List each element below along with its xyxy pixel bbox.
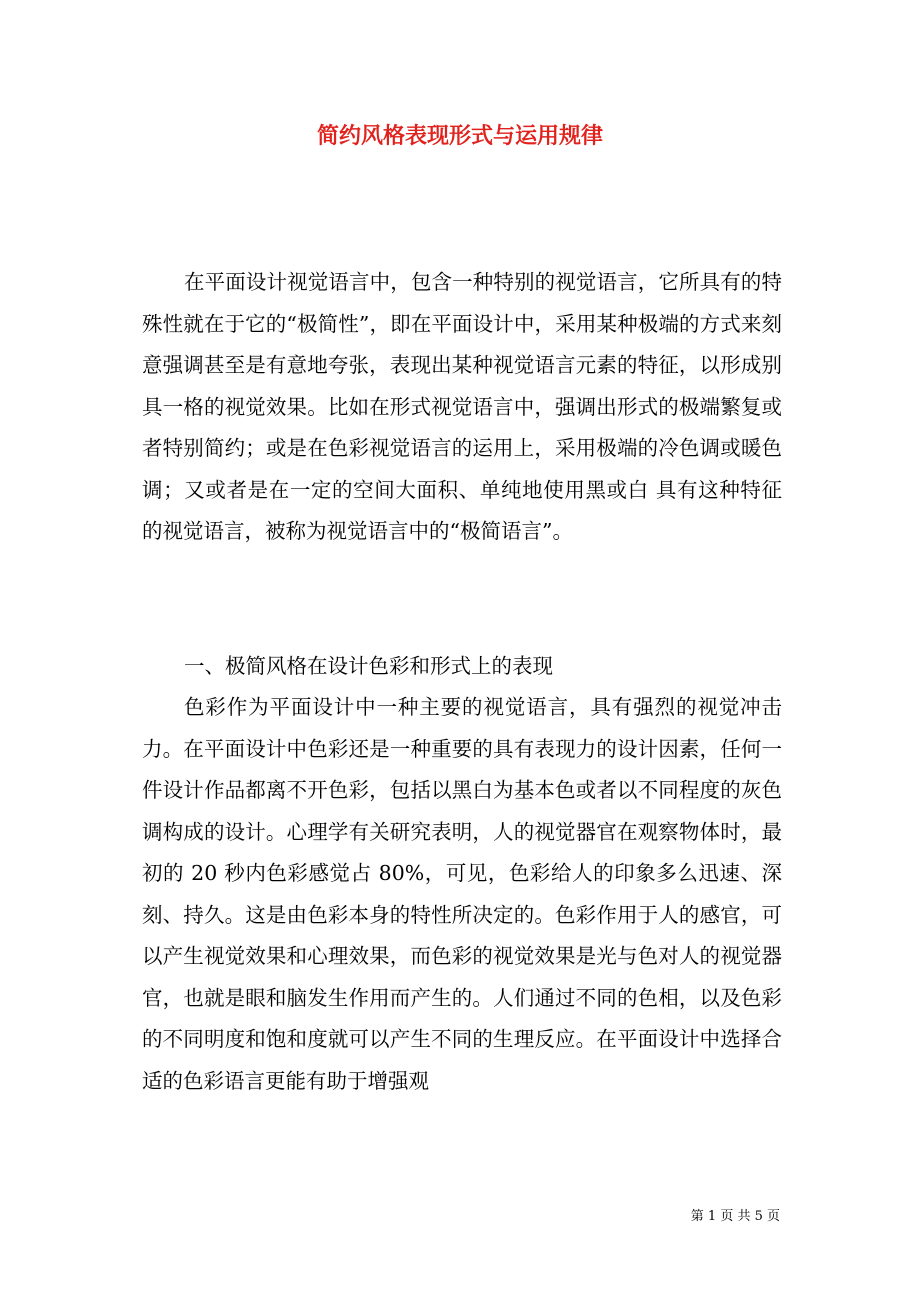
section-heading: 一、极简风格在设计色彩和形式上的表现 (184, 654, 553, 678)
page-number: 第 1 页 共 5 页 (690, 1209, 780, 1224)
paragraph-color: 色彩作为平面设计中一种主要的视觉语言，具有强烈的视觉冲击力。在平面设计中色彩还是一种重要的具有表现力的设计因素，任何一件设计作品都离不开色彩，包括以黑白为基本色或者以不同程度的灰色调构成的设计。心理学有关研究表明，人的视觉器官在观察物体时，最初的 20 秒内色彩感觉占 80%，可见，色彩给人的印象多么迅速、深刻、持久。这是由色彩本身的特性所决定的。色彩作用于人的感官，可以产生视觉效果和心理效果，而色彩的视觉效果是光与色对人的视觉器官，也就是眼和脑发生作用而产生的。人们通过不同的色相，以及色彩的不同明度和饱和度就可以产生不同的生理反应。在平面设计中选择合适的色彩语言更能有助于增强观 (142, 695, 782, 1093)
document-title: 简约风格表现形式与运用规律 (316, 123, 603, 149)
paragraph-intro: 在平面设计视觉语言中，包含一种特别的视觉语言，它所具有的特殊性就在于它的“极简性”，即在平面设计中，采用某种极端的方式来刻意强调甚至是有意地夸张，表现出某种视觉语言元素的特征，以形成别具一格的视觉效果。比如在形式视觉语言中，强调出形式的极端繁复或者特别简约；或是在色彩视觉语言的运用上，采用极端的冷色调或暖色调；又或者是在一定的空间大面积、单纯地使用黑或白 具有这种特征的视觉语言，被称为视觉语言中的“极简语言”。 (142, 270, 782, 543)
